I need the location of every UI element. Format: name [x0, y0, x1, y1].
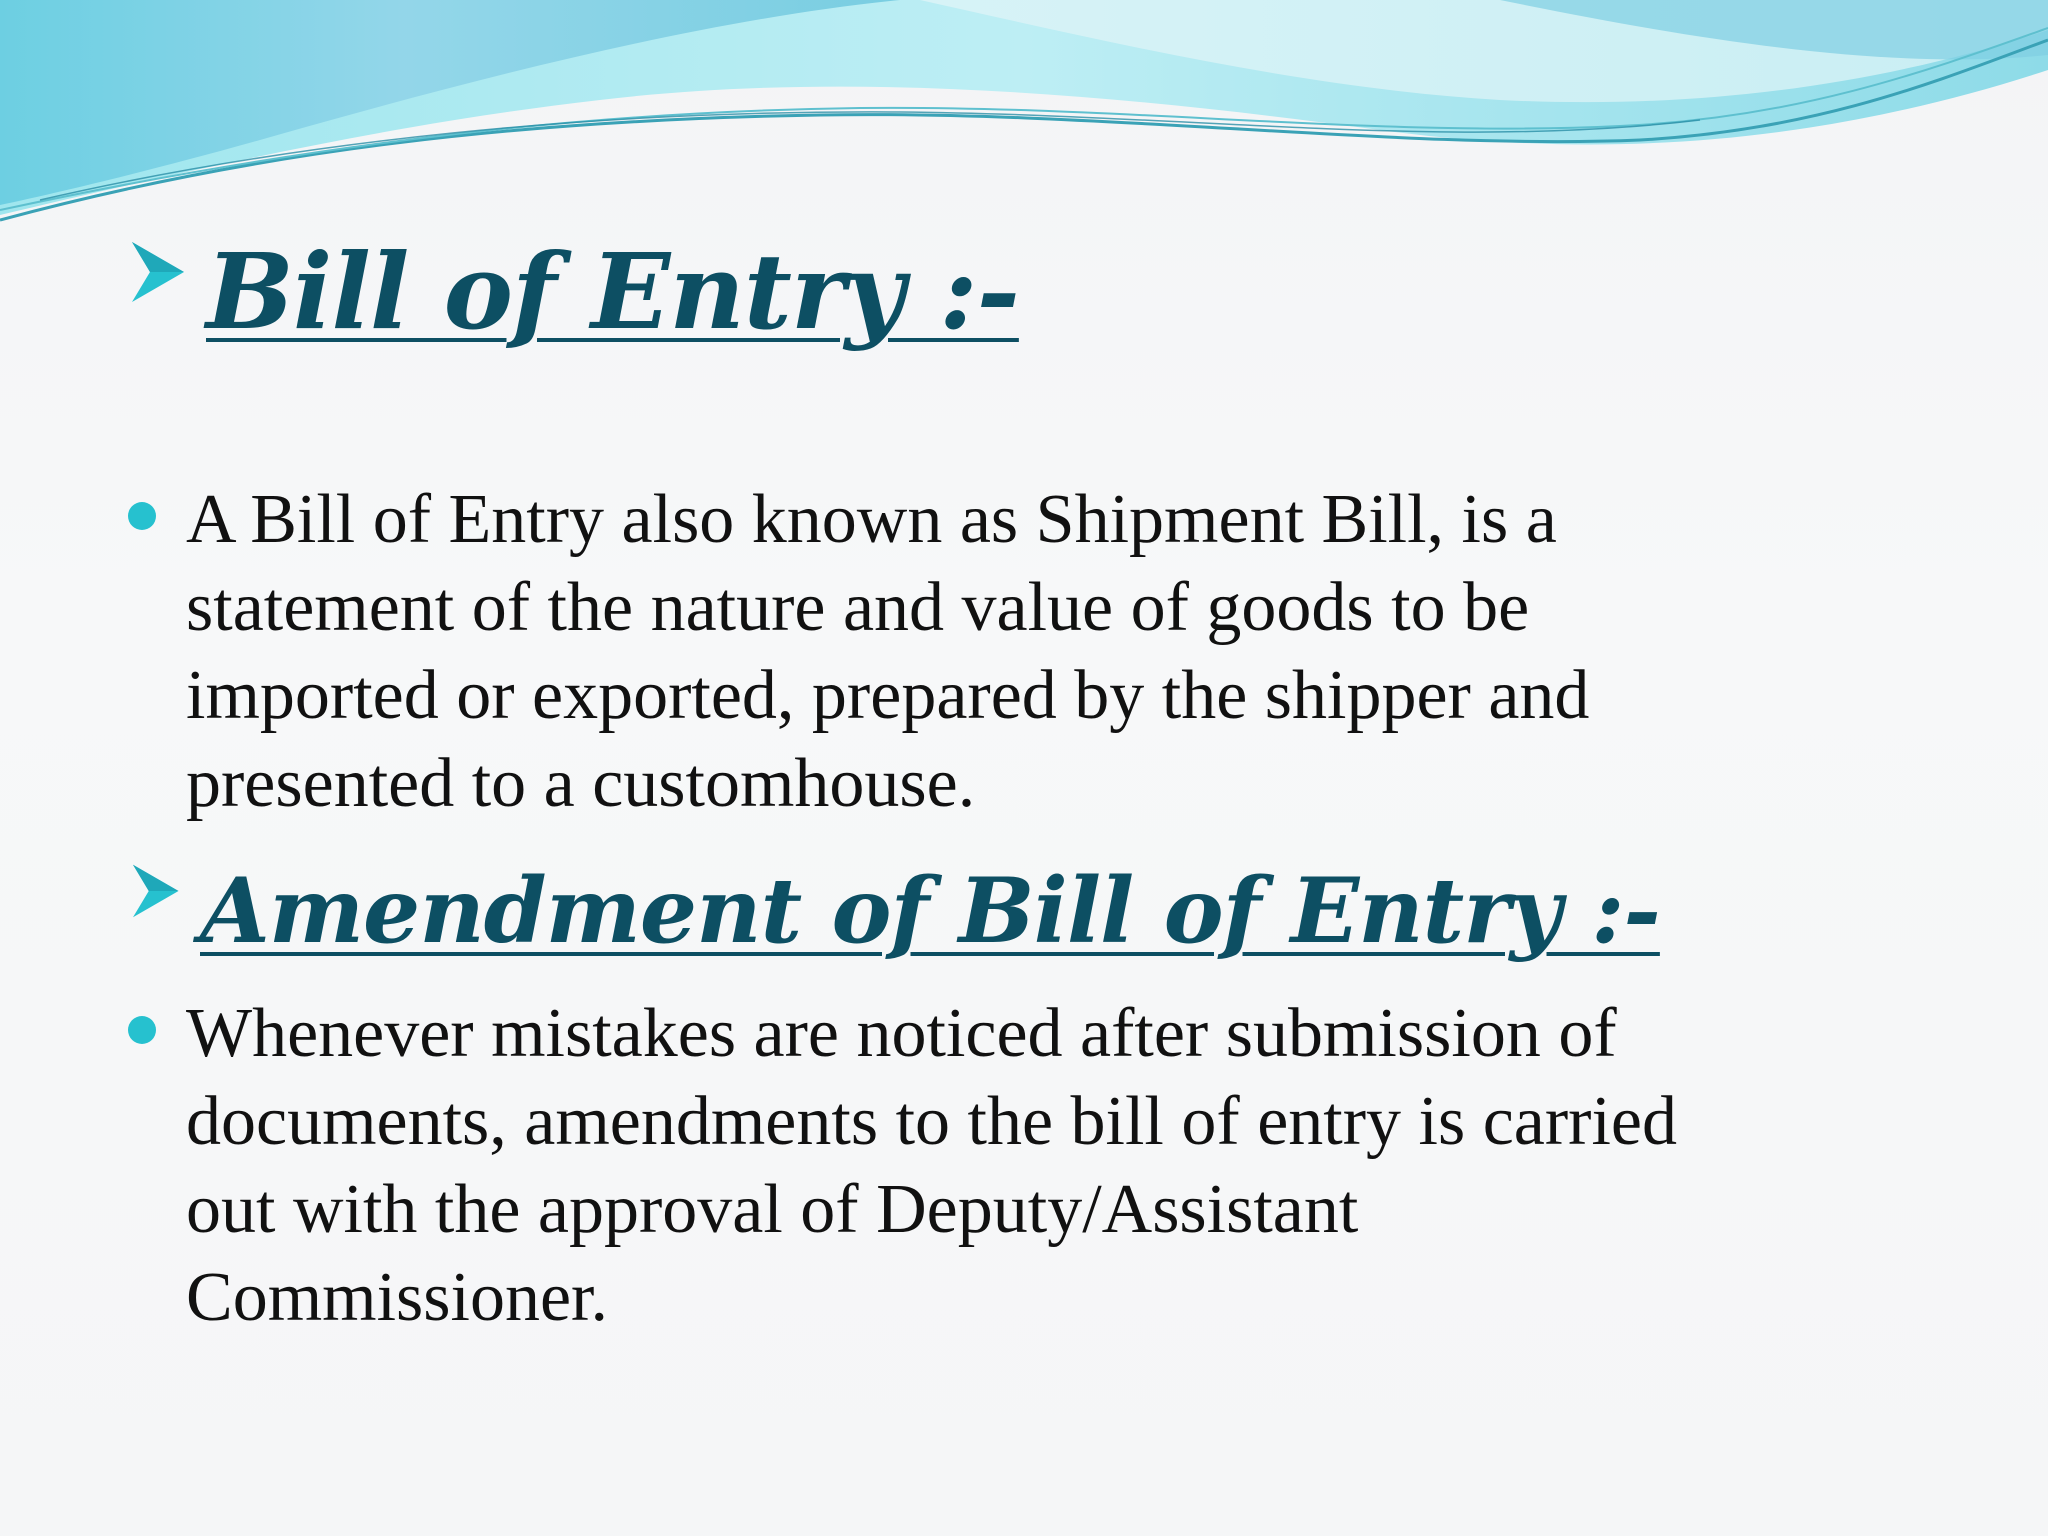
round-bullet-icon: [128, 1016, 156, 1044]
section-1-title: Bill of Entry :-: [206, 230, 1019, 353]
arrowhead-icon: [128, 856, 194, 926]
section-2-bullet: [128, 990, 1988, 1342]
section-2-body: Whenever mistakes are noticed after submission of documents, amendments to the bill of entry is carried out with the approval of Deputy/Assistant Commissioner.: [186, 995, 1677, 1336]
section-1-heading: [128, 232, 1019, 352]
arrowhead-icon: [128, 232, 200, 312]
section-2-heading: [128, 856, 1660, 966]
section-2-title: Amendment of Bill of Entry :-: [200, 858, 1660, 964]
round-bullet-icon: [128, 502, 156, 530]
section-1-bullet: [128, 476, 1988, 828]
decorative-wave-banner: [0, 0, 2048, 240]
section-1-body: A Bill of Entry also known as Shipment Bill, is a statement of the nature and value of goods to be imported or exported, prepared by the shipper and presented to a customhouse.: [186, 481, 1590, 822]
